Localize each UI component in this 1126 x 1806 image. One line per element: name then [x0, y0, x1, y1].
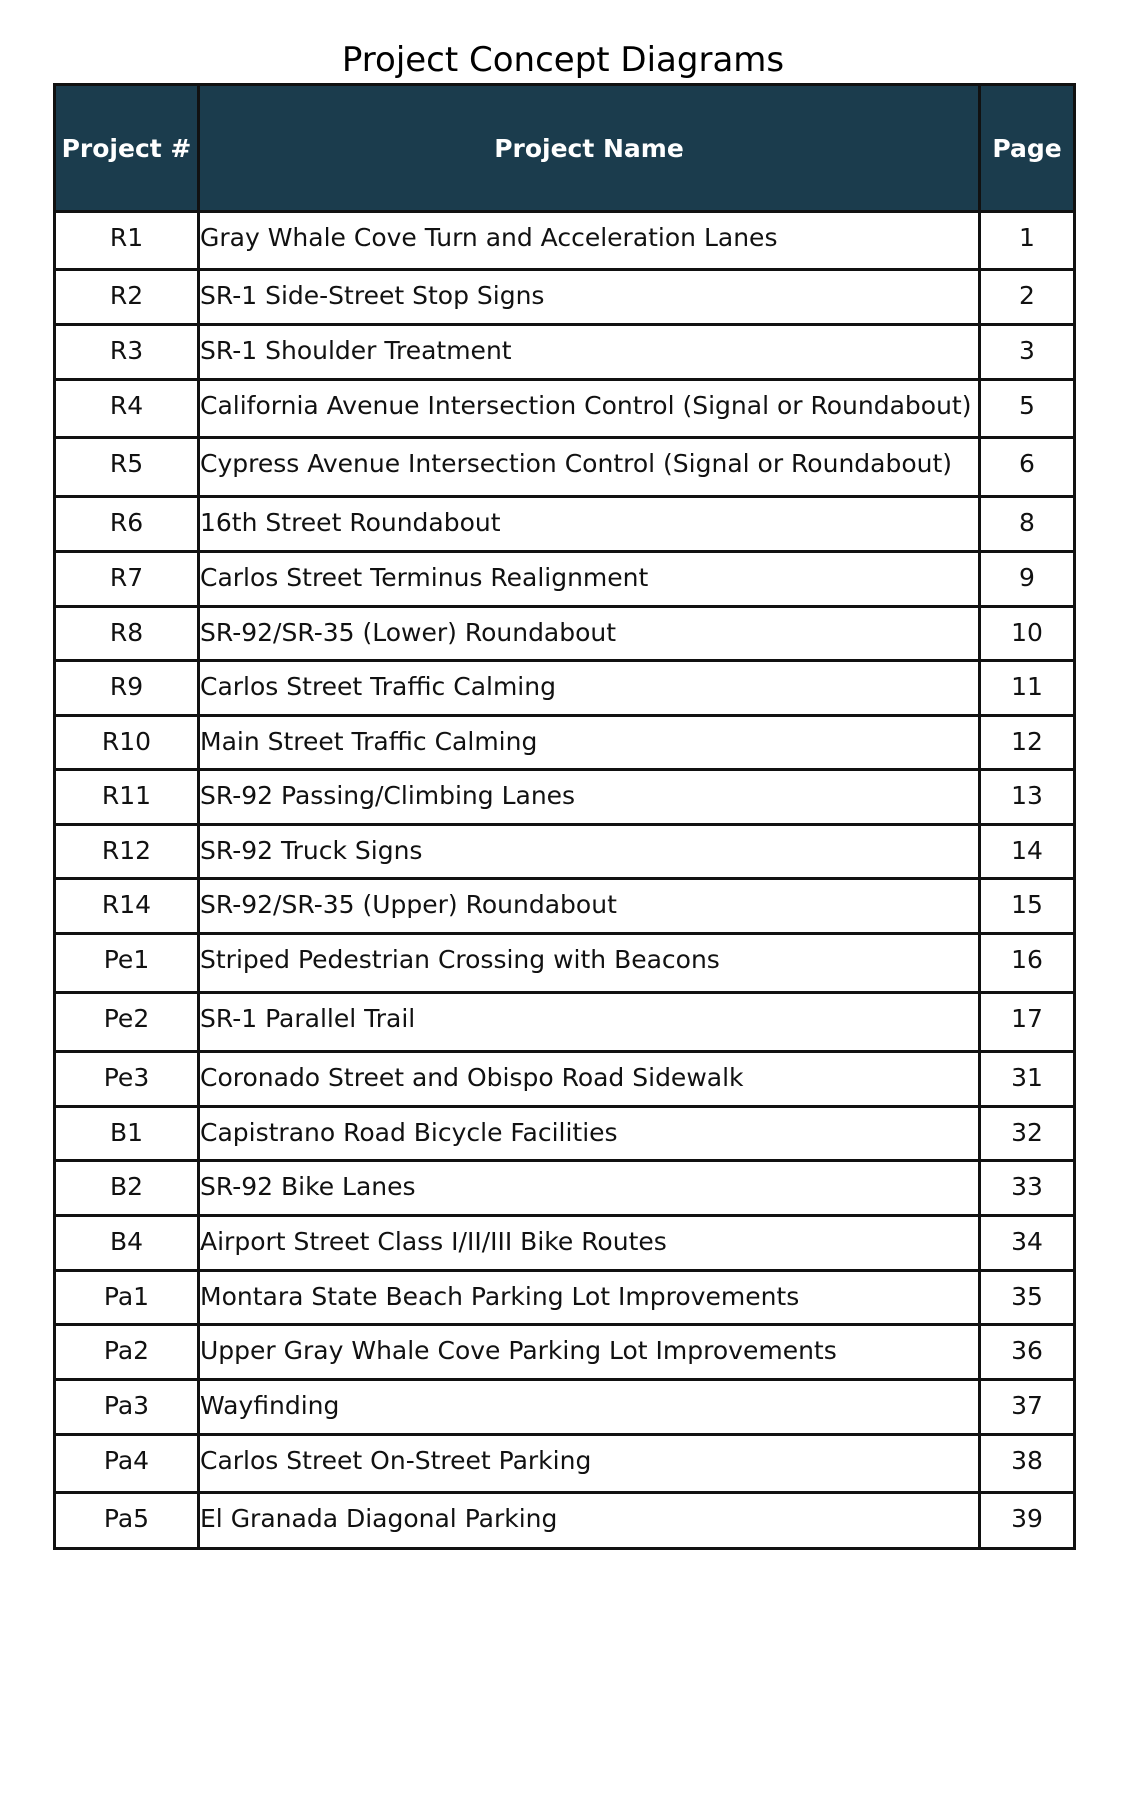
page-number-cell: 35 [980, 1271, 1075, 1325]
table-row [55, 770, 1075, 825]
project-number-cell: Pa2 [55, 1325, 199, 1380]
page-number-cell: 1 [980, 212, 1075, 270]
project-table [53, 83, 1076, 1550]
project-number-cell: B4 [55, 1216, 199, 1271]
project-number-cell: R9 [55, 661, 199, 716]
project-name-cell: Upper Gray Whale Cove Parking Lot Improvements [199, 1325, 980, 1380]
page-title: Project Concept Diagrams [341, 40, 785, 80]
project-number-cell: Pa3 [55, 1380, 199, 1435]
page-number-cell: 34 [980, 1216, 1075, 1271]
table-row [55, 1107, 1075, 1161]
project-name-cell: Capistrano Road Bicycle Facilities [199, 1107, 980, 1161]
table-row [55, 1052, 1075, 1107]
page-number-cell: 31 [980, 1052, 1075, 1107]
table-row [55, 380, 1075, 438]
table-row [55, 1161, 1075, 1216]
table-row [55, 661, 1075, 716]
page-number-cell: 10 [980, 607, 1075, 661]
header-row [55, 85, 1075, 212]
table-row [55, 325, 1075, 380]
table-row [55, 1271, 1075, 1325]
page-number-cell: 39 [980, 1493, 1075, 1549]
table-row [55, 552, 1075, 607]
table-row [55, 934, 1075, 993]
page-number-cell: 8 [980, 497, 1075, 552]
project-name-cell: Airport Street Class I/II/III Bike Routes [199, 1216, 980, 1271]
project-number-cell: R8 [55, 607, 199, 661]
table-row [55, 270, 1075, 325]
project-number-cell: R12 [55, 825, 199, 879]
project-name-cell: Wayfinding [199, 1380, 980, 1435]
table-row [55, 607, 1075, 661]
table-row [55, 497, 1075, 552]
header-project-number: Project # [55, 85, 199, 212]
project-number-cell: R4 [55, 380, 199, 438]
project-name-cell: SR-92/SR-35 (Lower) Roundabout [199, 607, 980, 661]
project-name-cell: Montara State Beach Parking Lot Improvements [199, 1271, 980, 1325]
project-name-cell: Cypress Avenue Intersection Control (Signal or Roundabout) [199, 438, 980, 497]
project-number-cell: R3 [55, 325, 199, 380]
page-number-cell: 17 [980, 993, 1075, 1052]
page-number-cell: 36 [980, 1325, 1075, 1380]
page-number-cell: 5 [980, 380, 1075, 438]
table-row [55, 1435, 1075, 1493]
page-number-cell: 32 [980, 1107, 1075, 1161]
project-name-cell: 16th Street Roundabout [199, 497, 980, 552]
project-name-cell: Coronado Street and Obispo Road Sidewalk [199, 1052, 980, 1107]
project-number-cell: Pe3 [55, 1052, 199, 1107]
project-number-cell: R10 [55, 716, 199, 770]
project-number-cell: Pa5 [55, 1493, 199, 1549]
project-number-cell: B1 [55, 1107, 199, 1161]
project-number-cell: Pe2 [55, 993, 199, 1052]
project-name-cell: SR-1 Shoulder Treatment [199, 325, 980, 380]
project-number-cell: R2 [55, 270, 199, 325]
project-name-cell: SR-92 Passing/Climbing Lanes [199, 770, 980, 825]
page-number-cell: 15 [980, 879, 1075, 934]
project-number-cell: B2 [55, 1161, 199, 1216]
page-number-cell: 9 [980, 552, 1075, 607]
header-page: Page [980, 85, 1075, 212]
project-name-cell: El Granada Diagonal Parking [199, 1493, 980, 1549]
page-number-cell: 3 [980, 325, 1075, 380]
header-project-name: Project Name [199, 85, 980, 212]
project-name-cell: Carlos Street Traffic Calming [199, 661, 980, 716]
page-number-cell: 12 [980, 716, 1075, 770]
page-number-cell: 6 [980, 438, 1075, 497]
page-number-cell: 38 [980, 1435, 1075, 1493]
project-number-cell: R5 [55, 438, 199, 497]
project-name-cell: SR-92 Bike Lanes [199, 1161, 980, 1216]
table-row [55, 1325, 1075, 1380]
project-number-cell: Pe1 [55, 934, 199, 993]
table-row [55, 1493, 1075, 1549]
project-number-cell: R14 [55, 879, 199, 934]
table-row [55, 716, 1075, 770]
page-number-cell: 37 [980, 1380, 1075, 1435]
project-name-cell: Gray Whale Cove Turn and Acceleration Lanes [199, 212, 980, 270]
project-name-cell: SR-1 Parallel Trail [199, 993, 980, 1052]
table-row [55, 1380, 1075, 1435]
page-number-cell: 2 [980, 270, 1075, 325]
page-number-cell: 11 [980, 661, 1075, 716]
project-name-cell: SR-1 Side-Street Stop Signs [199, 270, 980, 325]
table-row [55, 438, 1075, 497]
table-row [55, 212, 1075, 270]
project-name-cell: SR-92/SR-35 (Upper) Roundabout [199, 879, 980, 934]
page-number-cell: 33 [980, 1161, 1075, 1216]
table-row [55, 993, 1075, 1052]
project-number-cell: R1 [55, 212, 199, 270]
project-name-cell: Striped Pedestrian Crossing with Beacons [199, 934, 980, 993]
table-row [55, 825, 1075, 879]
project-name-cell: SR-92 Truck Signs [199, 825, 980, 879]
page-number-cell: 16 [980, 934, 1075, 993]
project-number-cell: R6 [55, 497, 199, 552]
project-name-cell: Main Street Traffic Calming [199, 716, 980, 770]
table-row [55, 1216, 1075, 1271]
project-number-cell: Pa1 [55, 1271, 199, 1325]
project-number-cell: R7 [55, 552, 199, 607]
project-number-cell: Pa4 [55, 1435, 199, 1493]
table-row [55, 879, 1075, 934]
project-name-cell: California Avenue Intersection Control (Signal or Roundabout) [199, 380, 980, 438]
page-number-cell: 14 [980, 825, 1075, 879]
project-name-cell: Carlos Street On-Street Parking [199, 1435, 980, 1493]
page-number-cell: 13 [980, 770, 1075, 825]
project-name-cell: Carlos Street Terminus Realignment [199, 552, 980, 607]
project-number-cell: R11 [55, 770, 199, 825]
